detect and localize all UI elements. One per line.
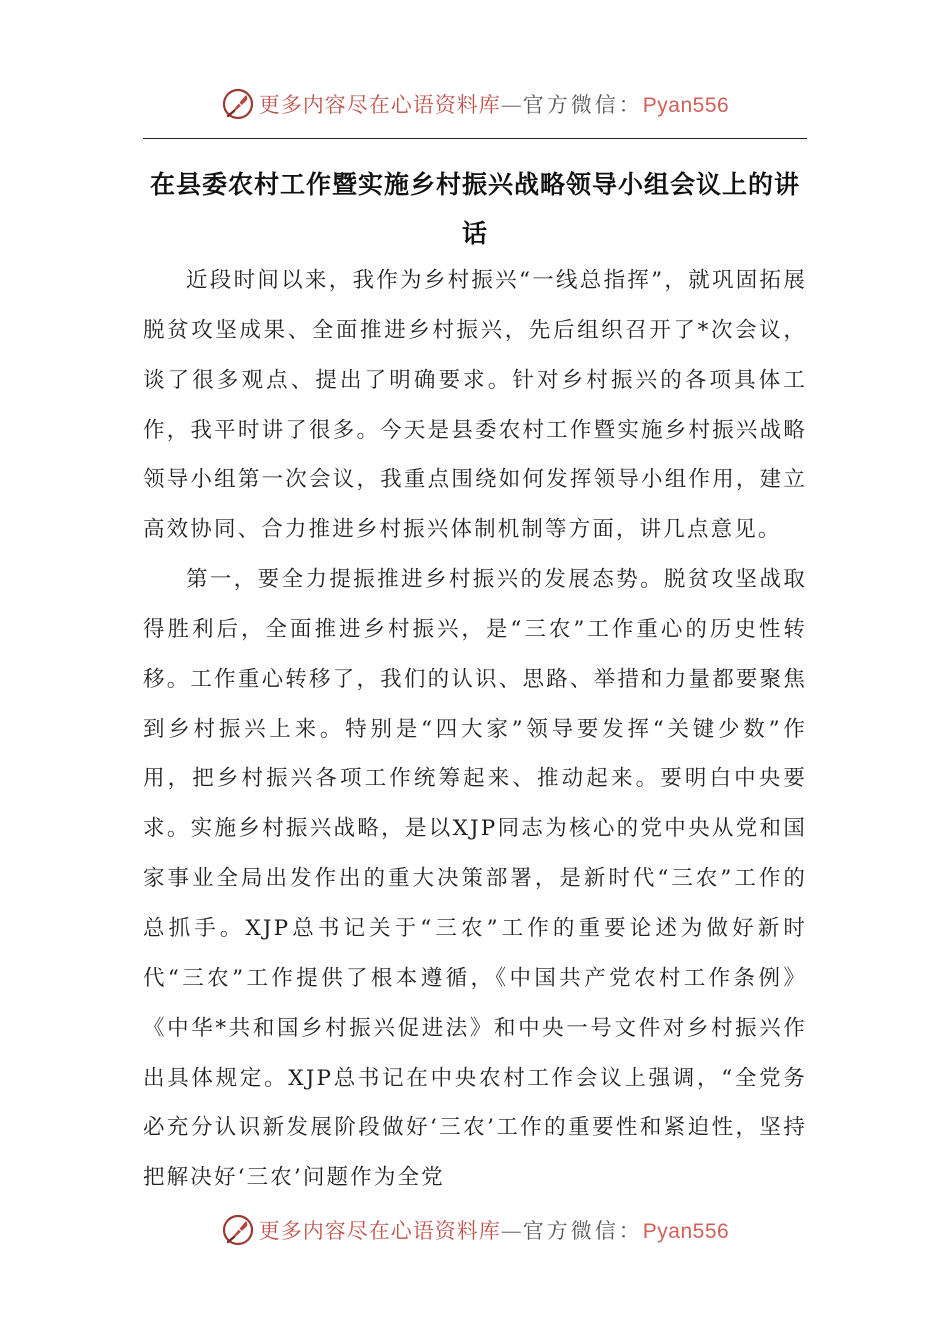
header-brand: 更多内容尽在心语资料库 [258,93,501,117]
quill-logo-icon [221,87,255,121]
header-wechat-label: 官方微信： [522,93,643,117]
document-title: 在县委农村工作暨实施乡村振兴战略领导小组会议上的讲话 [149,170,800,248]
footer-brand: 更多内容尽在心语资料库 [258,1219,501,1243]
footer-brand-text [259,1215,729,1245]
header-dash: — [500,93,523,117]
paragraph: 第一，要全力提振推进乡村振兴的发展态势。脱贫攻坚战取得胜利后，全面推进乡村振兴，是“三农”工作重心的历史性转移。工作重心转移了，我们的认识、思路、举措和力量都要聚焦到乡村振兴上来。特别是“四大家”领导要发挥“关键少数”作用，把乡村振兴各项工作统筹起来、推动起来。要明白中央要求。实施乡村振兴战略，是以XJP同志为核心的党中央从党和国家事业全局出发作出的重大决策部署，是新时代“三农”工作的总抓手。XJP总书记关于“三农”工作的重要论述为做好新时代“三农”工作提供了根本遵循，《中国共产党农村工作条例》《中华*共和国乡村振兴促进法》和中央一号文件对乡村振兴作出具体规定。XJP总书记在中央农村工作会议上强调，“全党务必充分认识新发展阶段做好‘三农’工作的重要性和紧迫性，坚持把解决好‘三农’问题作为全党 [143,567,807,1191]
paragraph: 近段时间以来，我作为乡村振兴“一线总指挥”，就巩固拓展脱贫攻坚成果、全面推进乡村振兴，先后组织召开了*次会议，谈了很多观点、提出了明确要求。针对乡村振兴的各项具体工作，我平时讲了很多。今天是县委农村工作暨实施乡村振兴战略领导小组第一次会议，我重点围绕如何发挥领导小组作用，建立高效协同、合力推进乡村振兴体制机制等方面，讲几点意见。 [143,268,807,543]
header-divider [143,138,807,139]
header-brand-text [259,89,729,119]
header-banner [0,84,950,124]
document-body [143,256,807,1203]
header-wechat-id: Pyan556 [642,94,730,117]
footer-banner [0,1210,950,1250]
footer-wechat-id: Pyan556 [642,1220,730,1243]
footer-dash: — [500,1219,523,1243]
quill-logo-icon [221,1213,255,1247]
footer-wechat-label: 官方微信： [522,1219,643,1243]
